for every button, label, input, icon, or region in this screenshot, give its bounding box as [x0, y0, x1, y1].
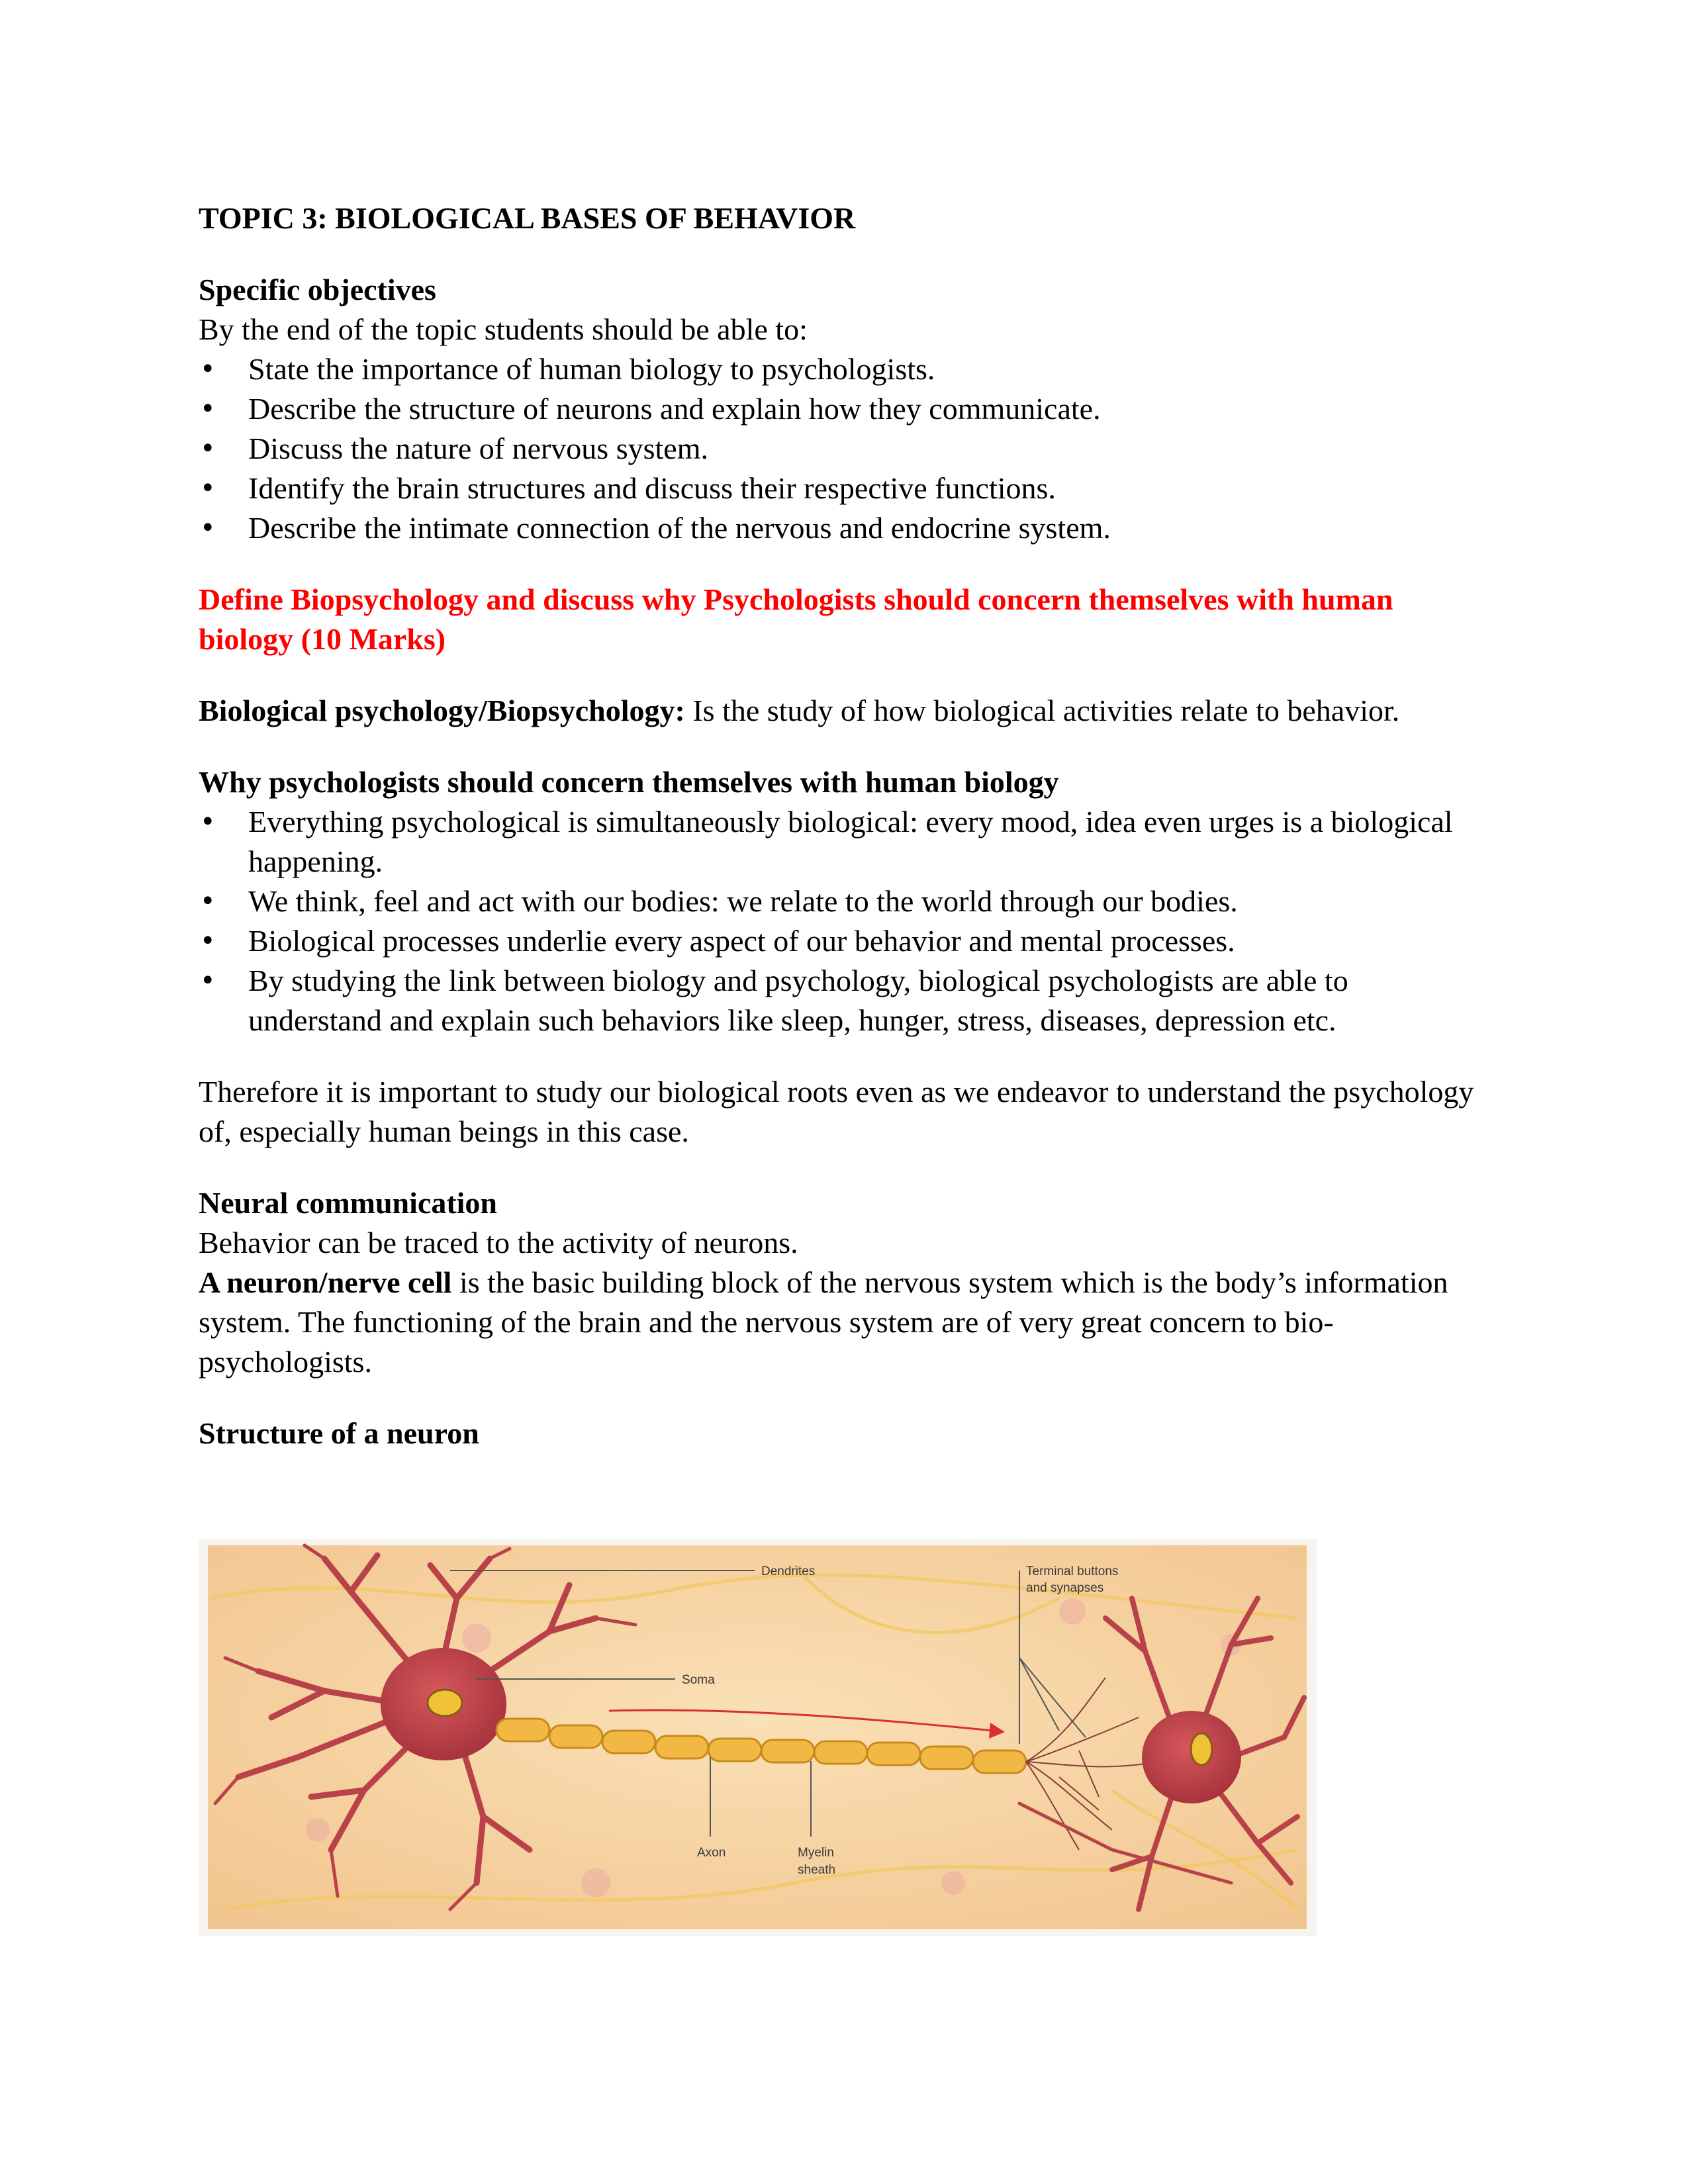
- list-item: • We think, feel and act with our bodies: we relate to the world through our bodies.: [199, 882, 1489, 921]
- neuron-illustration: [199, 1539, 1317, 1936]
- label-soma: Soma: [682, 1673, 715, 1687]
- label-dendrites: Dendrites: [761, 1565, 816, 1578]
- neuron-term: A neuron/nerve cell: [199, 1265, 452, 1299]
- list-item: • Discuss the nature of nervous system.: [199, 429, 1489, 469]
- list-item: • Describe the intimate connection of the nervous and endocrine system.: [199, 508, 1489, 548]
- objectives-intro: By the end of the topic students should be able to:: [199, 312, 808, 346]
- document-page: [199, 199, 1489, 1453]
- definition-text: Is the study of how biological activities relate to behavior.: [684, 694, 1400, 727]
- exam-question: Define Biopsychology and discuss why Psychologists should concern themselves with human biology (10 Marks): [199, 582, 1393, 656]
- label-terminal-buttons: Terminal buttons: [1026, 1565, 1119, 1578]
- label-axon: Axon: [697, 1846, 726, 1860]
- definition-paragraph: [199, 691, 1489, 731]
- label-sheath: sheath: [798, 1863, 836, 1877]
- objectives-heading: Specific objectives: [199, 273, 436, 306]
- structure-heading: Structure of a neuron: [199, 1416, 479, 1450]
- why-heading: Why psychologists should concern themselves with human biology: [199, 765, 1059, 799]
- therefore-paragraph: Therefore it is important to study our biological roots even as we endeavor to understand the psychology of, especially human beings in this case.: [199, 1075, 1474, 1148]
- list-item: • By studying the link between biology and psychology, biological psychologists are able to understand and explain such behaviors like sleep, hunger, stress, diseases, depression etc.: [199, 961, 1489, 1040]
- list-item: • Everything psychological is simultaneously biological: every mood, idea even urges is a biological happening.: [199, 802, 1489, 882]
- list-item: • Biological processes underlie every aspect of our behavior and mental processes.: [199, 921, 1489, 961]
- figure-background: [208, 1545, 1307, 1929]
- definition-term: Biological psychology/Biopsychology:: [199, 694, 685, 727]
- list-item: • Describe the structure of neurons and explain how they communicate.: [199, 389, 1489, 429]
- label-myelin: Myelin: [798, 1846, 834, 1860]
- why-list: [199, 802, 1489, 1040]
- neural-heading: Neural communication: [199, 1186, 498, 1220]
- nucleus: [428, 1690, 462, 1716]
- list-item: • Identify the brain structures and discuss their respective functions.: [199, 469, 1489, 508]
- label-synapses: and synapses: [1026, 1581, 1104, 1595]
- page-title: TOPIC 3: BIOLOGICAL BASES OF BEHAVIOR: [199, 201, 856, 235]
- neuron-diagram: [199, 1539, 1317, 1936]
- neuron-definition: [199, 1263, 1489, 1382]
- list-item: • State the importance of human biology to psychologists.: [199, 349, 1489, 389]
- objectives-list: [199, 349, 1489, 548]
- second-neuron-nucleus: [1191, 1733, 1212, 1765]
- neuron-text: is the basic building block of the nervous system which is the body’s information system. The functioning of the brain and the nervous system are of very great concern to bio-psychologists.: [199, 1265, 1448, 1379]
- neural-line: Behavior can be traced to the activity of neurons.: [199, 1226, 798, 1259]
